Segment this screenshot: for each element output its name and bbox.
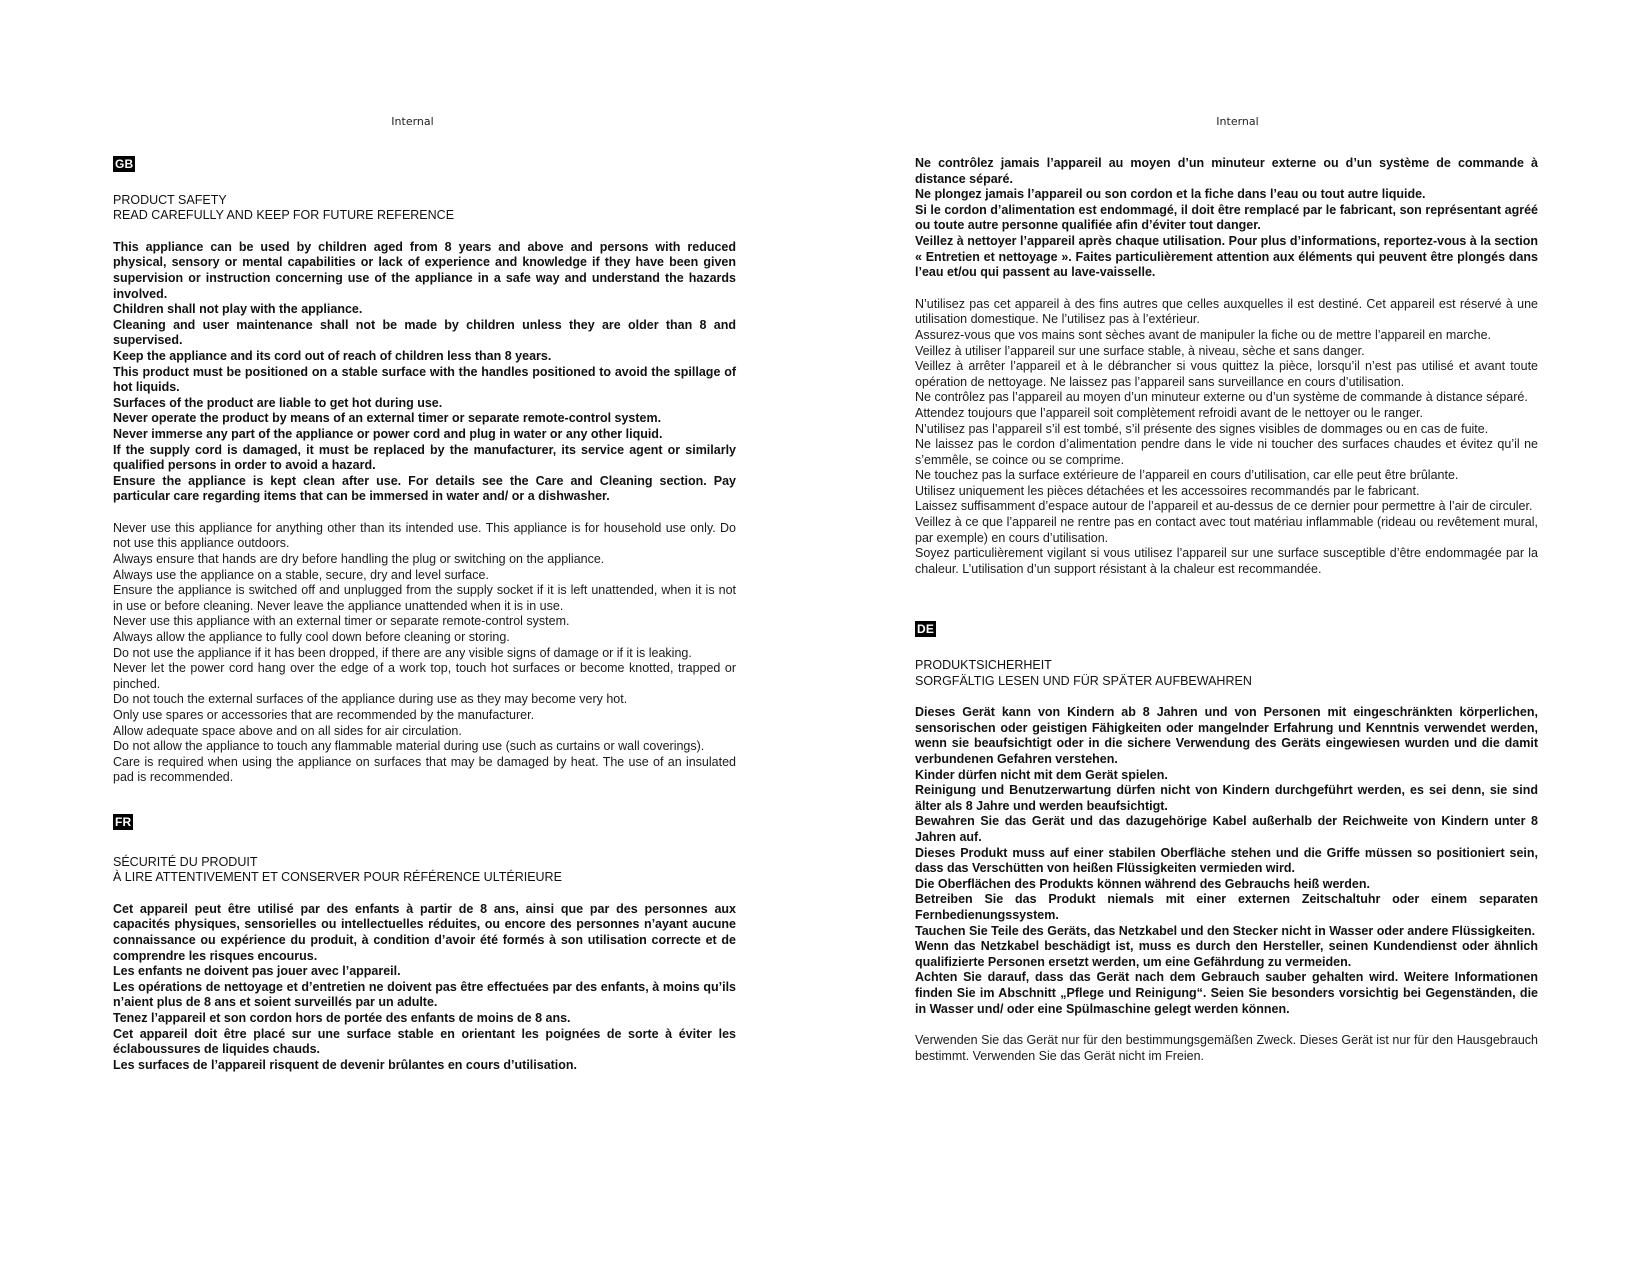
fr-warning: Les surfaces de l’appareil risquent de devenir brûlantes en cours d’utilisation.: [113, 1057, 578, 1072]
fr-heading: [113, 855, 736, 886]
de-warning: Die Oberflächen des Produkts können während des Gebrauchs heiß werden.: [915, 876, 1370, 891]
gb-warning: Never immerse any part of the appliance or power cord and plug in water or any other liquid.: [113, 426, 663, 441]
fr-warnings: [113, 902, 736, 1074]
gb-warning: Ensure the appliance is kept clean after use. For details see the Care and Cleaning section. Pay particular care regarding items that can be immersed in water and/ or a dishwasher.: [113, 473, 736, 504]
de-instruction: Verwenden Sie das Gerät nur für den bestimmungsgemäßen Zweck. Dieses Gerät ist nur für den Hausgebrauch bestimmt. Verwenden Sie das Gerät nicht im Freien.: [915, 1033, 1538, 1063]
gb-instruction: Do not touch the external surfaces of the appliance during use as they may become very hot.: [113, 692, 628, 707]
gb-heading: [113, 193, 736, 224]
de-warning: Achten Sie darauf, dass das Gerät nach dem Gebrauch sauber gehalten wird. Weitere Informationen finden Sie im Abschnitt „Pflege und Reinigung“. Seien Sie besonders vorsichtig bei Gegenständen, die in Wasser und/ oder eine Spülmaschine gelegt werden können.: [915, 970, 1538, 1016]
fr-instruction: Assurez-vous que vos mains sont sèches avant de manipuler la fiche ou de mettre l’appareil en marche.: [915, 327, 1491, 342]
gb-warning: Never operate the product by means of an external timer or separate remote-control system.: [113, 411, 662, 426]
fr-instruction: Ne contrôlez pas l’appareil au moyen d’un minuteur externe ou d’un système de commande à distance séparé.: [915, 390, 1528, 405]
fr-instruction: N’utilisez pas cet appareil à des fins autres que celles auxquelles il est destiné. Cet appareil est réservé à une utilisation domestique. Ne l’utilisez pas à l’extérieur.: [915, 296, 1538, 327]
de-warning: Reinigung und Benutzerwartung dürfen nicht von Kindern durchgeführt werden, es sei denn, sie sind älter als 8 Jahre und werden beaufsichtigt.: [915, 783, 1538, 813]
fr-instruction: Ne laissez pas le cordon d’alimentation pendre dans le vide ni toucher des surfaces chaudes et évitez qu’il ne s’emmêle, se coince ou se comprime.: [915, 437, 1538, 467]
de-warning: Dieses Produkt muss auf einer stabilen Oberfläche stehen und die Griffe müssen so positioniert sein, dass das Verschütten von heißen Flüssigkeiten vermieden wird.: [915, 845, 1538, 876]
gb-instruction: Care is required when using the appliance on surfaces that may be damaged by heat. The use of an insulated pad is recommended.: [113, 754, 736, 785]
gb-instruction: Do not use the appliance if it has been dropped, if there are any visible signs of damage or if it is leaking.: [113, 645, 692, 660]
fr-warning: Les enfants ne doivent pas jouer avec l’appareil.: [113, 964, 401, 979]
fr-warning: Les opérations de nettoyage et d’entretien ne doivent pas être effectuées par des enfants, à moins qu’ils n’aient plus de 8 ans et soient surveillés par un adulte.: [113, 979, 736, 1010]
fr-instruction: Ne touchez pas la surface extérieure de l’appareil en cours d’utilisation, car elle peut être brûlante.: [915, 468, 1459, 483]
gb-instruction: Always use the appliance on a stable, secure, dry and level surface.: [113, 567, 489, 582]
gb-warning: Surfaces of the product are liable to get hot during use.: [113, 395, 443, 410]
classification-label: Internal: [391, 115, 434, 128]
fr-title: SÉCURITÉ DU PRODUIT: [113, 854, 258, 869]
gb-warning: If the supply cord is damaged, it must be replaced by the manufacturer, its service agent or similarly qualified persons in order to avoid a hazard.: [113, 442, 736, 473]
left-column: [113, 156, 736, 1073]
de-warnings: [915, 705, 1538, 1017]
gb-instruction: Always allow the appliance to fully cool down before cleaning or storing.: [113, 630, 510, 645]
de-warning: Dieses Gerät kann von Kindern ab 8 Jahren und von Personen mit eingeschränkten körperlichen, sensorischen oder geistigen Fähigkeiten oder mangelnder Erfahrung und Kenntnis verwendet werden, wenn sie beaufsichtigt oder in die sichere Verwendung des Geräts eingewiesen wurden und die damit verbundenen Gefahren verstehen.: [915, 705, 1538, 766]
gb-subtitle: READ CAREFULLY AND KEEP FOR FUTURE REFERENCE: [113, 208, 455, 223]
gb-warnings: [113, 240, 736, 505]
de-warning: Betreiben Sie das Produkt niemals mit einer externen Zeitschaltuhr oder einem separaten Fernbedienungssystem.: [915, 892, 1538, 922]
de-warning: Bewahren Sie das Gerät und das dazugehörige Kabel außerhalb der Reichweite von Kindern unter 8 Jahren auf.: [915, 814, 1538, 844]
fr-instruction: Soyez particulièrement vigilant si vous utilisez l’appareil sur une surface susceptible d’être endommagée par la chaleur. L’utilisation d’un support résistant à la chaleur est recommandée.: [915, 546, 1538, 576]
fr-warning: Ne contrôlez jamais l’appareil au moyen d’un minuteur externe ou d’un système de commande à distance séparé.: [915, 156, 1538, 186]
gb-instruction: Always ensure that hands are dry before handling the plug or switching on the appliance.: [113, 552, 605, 567]
gb-warning: This product must be positioned on a stable surface with the handles positioned to avoid the spillage of hot liquids.: [113, 364, 736, 395]
right-page: [825, 0, 1650, 1275]
gb-instruction: Ensure the appliance is switched off and unplugged from the supply socket if it is left unattended, when it is not in use or before cleaning. Never leave the appliance unattended when it is in use.: [113, 583, 736, 613]
fr-instruction: Veillez à ce que l’appareil ne rentre pas en contact avec tout matériau inflammable (rideau ou revêtement mural, par exemple) en cours d’utilisation.: [915, 515, 1538, 545]
de-heading: [915, 658, 1538, 689]
fr-warning: Ne plongez jamais l’appareil ou son cordon et la fiche dans l’eau ou tout autre liquide.: [915, 187, 1426, 202]
gb-instruction: Do not allow the appliance to touch any flammable material during use (such as curtains or wall coverings).: [113, 739, 705, 754]
fr-warning: Tenez l’appareil et son cordon hors de portée des enfants de moins de 8 ans.: [113, 1010, 571, 1025]
fr-warning: Veillez à nettoyer l’appareil après chaque utilisation. Pour plus d’informations, reportez-vous à la section « Entretien et nettoyage ». Faites particulièrement attention aux éléments qui peuvent être plongés dans l’eau et/ou qui passent au lave-vaisselle.: [915, 233, 1538, 280]
fr-instruction: Utilisez uniquement les pièces détachées et les accessoires recommandés par le fabricant.: [915, 483, 1420, 498]
fr-instruction: Attendez toujours que l’appareil soit complètement refroidi avant de le nettoyer ou le ranger.: [915, 405, 1423, 420]
fr-instruction: Laissez suffisamment d’espace autour de l’appareil et au-dessus de ce dernier pour permettre à l’air de circuler.: [915, 499, 1533, 514]
fr-language-badge: FR: [115, 814, 132, 829]
de-instructions: [915, 1033, 1538, 1064]
gb-warning: This appliance can be used by children aged from 8 years and above and persons with reduced physical, sensory or mental capabilities or lack of experience and knowledge if they have been given supervision or instruction concerning use of the appliance in a safe way and understand the hazards involved.: [113, 239, 736, 301]
gb-warning: Children shall not play with the appliance.: [113, 302, 363, 317]
fr-instruction: Veillez à utiliser l’appareil sur une surface stable, à niveau, sèche et sans danger.: [915, 343, 1365, 358]
gb-warning: Keep the appliance and its cord out of reach of children less than 8 years.: [113, 348, 552, 363]
fr-warning: Cet appareil peut être utilisé par des enfants à partir de 8 ans, ainsi que par des personnes aux capacités physiques, sensorielles ou intellectuelles réduites, ou encore des personnes n’ayant aucune connaissance ou expérience du produit, à condition d’avoir été formés à son utilisation correcte et de comprendre les risques encourus.: [113, 901, 736, 963]
de-language-badge: DE: [917, 622, 935, 637]
de-title: PRODUKTSICHERHEIT: [915, 658, 1052, 673]
fr-warning: Cet appareil doit être placé sur une surface stable en orientant les poignées de sorte à éviter les éclaboussures de liquides chauds.: [113, 1026, 736, 1057]
gb-language-badge: GB: [115, 157, 134, 171]
gb-instruction: Allow adequate space above and on all sides for air circulation.: [113, 723, 462, 738]
gb-instruction: Only use spares or accessories that are recommended by the manufacturer.: [113, 708, 535, 722]
de-warning: Tauchen Sie Teile des Geräts, das Netzkabel und den Stecker nicht in Wasser oder andere Flüssigkeiten.: [915, 923, 1536, 938]
right-column: [915, 156, 1538, 1064]
fr-instruction: N’utilisez pas l’appareil s’il est tombé, s’il présente des signes visibles de dommages ou en cas de fuite.: [915, 421, 1489, 436]
gb-warning: Cleaning and user maintenance shall not be made by children unless they are older than 8 and supervised.: [113, 317, 736, 348]
de-warning: Kinder dürfen nicht mit dem Gerät spielen.: [915, 767, 1168, 782]
gb-instruction: Never use this appliance with an external timer or separate remote-control system.: [113, 614, 570, 629]
gb-instructions: [113, 521, 736, 786]
de-subtitle: SORGFÄLTIG LESEN UND FÜR SPÄTER AUFBEWAHREN: [915, 673, 1252, 688]
gb-title: PRODUCT SAFETY: [113, 192, 227, 207]
fr-subtitle: À LIRE ATTENTIVEMENT ET CONSERVER POUR RÉFÉRENCE ULTÉRIEURE: [113, 870, 562, 885]
fr-warning: Si le cordon d’alimentation est endommagé, il doit être remplacé par le fabricant, son représentant agréé ou toute autre personne qualifiée afin d’éviter tout danger.: [915, 202, 1538, 233]
de-warning: Wenn das Netzkabel beschädigt ist, muss es durch den Hersteller, seinen Kundendienst oder ähnlich qualifizierte Personen ersetzt werden, um eine Gefährdung zu vermeiden.: [915, 939, 1538, 969]
fr-warnings-continued: [915, 156, 1538, 281]
gb-instruction: Never let the power cord hang over the edge of a work top, touch hot surfaces or become knotted, trapped or pinched.: [113, 661, 736, 691]
classification-label: Internal: [1216, 115, 1259, 128]
fr-instructions: [915, 297, 1538, 578]
gb-instruction: Never use this appliance for anything other than its intended use. This appliance is for household use only. Do not use this appliance outdoors.: [113, 520, 736, 551]
fr-instruction: Veillez à arrêter l’appareil et à le débrancher si vous quittez la pièce, lorsqu’il n’est pas utilisé et avant toute opération de nettoyage. Ne laissez pas l’appareil sans surveillance en cours d’utilisation.: [915, 359, 1538, 389]
